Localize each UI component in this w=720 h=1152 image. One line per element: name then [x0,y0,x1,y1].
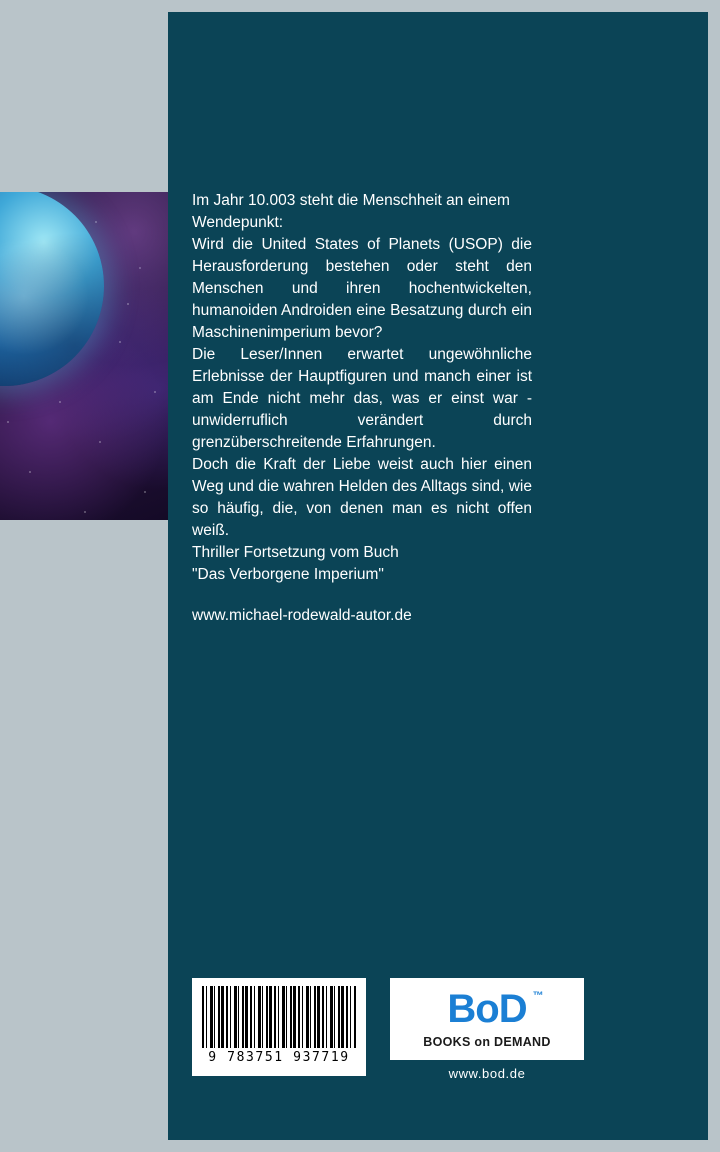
space-planet-image [0,192,168,520]
publisher-url: www.bod.de [448,1066,526,1081]
blurb-paragraph-5: Thriller Fortsetzung vom Buch [192,544,399,561]
author-website: www.michael-rodewald-autor.de [192,607,412,624]
bod-tagline: BOOKS on DEMAND [423,1035,551,1049]
barcode-bars-icon [202,986,356,1048]
blurb-paragraph-1: Im Jahr 10.003 steht die Menschheit an einem Wendepunkt: [192,192,510,231]
isbn-barcode [192,978,366,1076]
blurb-paragraph-6: "Das Verborgene Imperium" [192,566,384,583]
blurb-spacer [192,586,532,605]
cover-footer [192,978,584,1088]
blurb-paragraph-3: Die Leser/Innen erwartet ungewöhnliche Erlebnisse der Hauptfiguren und manch einer ist am Ende nicht mehr das, was er einst war - unwiderruflich verändert durch grenzüberschreitende Erfahrungen. [192,346,532,451]
barcode-digits: 9 783751 937719 [208,1050,350,1065]
bod-logo [447,987,543,1031]
bod-logo-text: BoD [447,987,527,1031]
blurb-paragraph-4: Doch die Kraft der Liebe weist auch hier einen Weg und die wahren Helden des Alltags sind, wie so häufig, die, von denen man es nicht offen weiß. [192,456,532,539]
trademark-icon: ™ [532,990,543,1002]
blurb-text [192,190,532,627]
blurb-paragraph-2: Wird die United States of Planets (USOP) die Herausforderung bestehen oder steht den Menschen und ihren hochentwickelten, humanoiden Androiden eine Besatzung durch ein Maschinenimperium bevor? [192,236,532,341]
publisher-logo-box [390,978,584,1060]
